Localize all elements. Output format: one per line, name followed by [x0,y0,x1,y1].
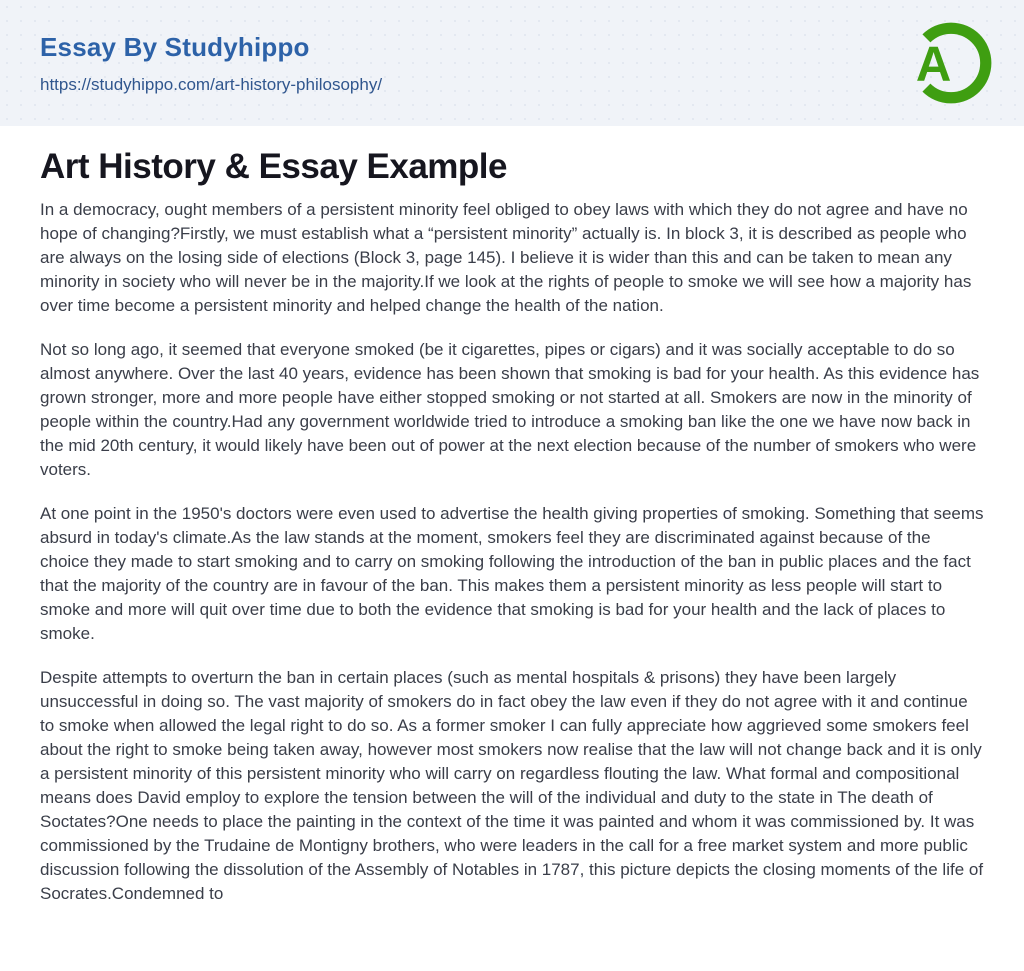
header-text-block [40,32,382,95]
page-header [0,0,1024,126]
essay-paragraph-1: In a democracy, ought members of a persistent minority feel obliged to obey laws with which they do not agree and have no hope of changing?Firstly, we must establish what a “persistent minority” actually is. In block 3, it is described as people who are always on the losing side of elections (Block 3, page 145). I believe it is wider than this and can be taken to mean any minority in society who will never be in the majority.If we look at the rights of people to smoke we will see how a majority has over time become a persistent minority and helped change the health of the nation. [40,200,972,315]
essay-url-link[interactable]: https://studyhippo.com/art-history-philosophy/ [40,74,383,94]
logo-letter: A [915,37,952,92]
essay-paragraph-4: Despite attempts to overturn the ban in certain places (such as mental hospitals & prisons) they have been largely unsuccessful in doing so. The vast majority of smokers do in fact obey the law even if they do not agree with it and continue to smoke when allowed the legal right to do so. As a former smoker I can fully appreciate how aggrieved some smokers feel about the right to smoke being taken away, however most smokers now realise that the law will not change back and it is only a persistent minority of this persistent minority who will carry on regardless flouting the law. What formal and compositional means does David employ to explore the tension between the will of the individual and duty to the state in The death of Soctates?One needs to place the painting in the context of the time it was painted and whom it was commissioned by. It was commissioned by the Trudaine de Montigny brothers, who were leaders in the call for a free market system and more public discussion following the dissolution of the Assembly of Notables in 1787, this picture depicts the closing moments of the life of Socrates.Condemned to [40,668,984,903]
essay-paragraph-2: Not so long ago, it seemed that everyone smoked (be it cigarettes, pipes or cigars) and it was socially acceptable to do so almost anywhere. Over the last 40 years, evidence has been shown that smoking is bad for your health. As this evidence has grown stronger, more and more people have either stopped smoking or not started at all. Smokers are now in the minority of people within the country.Had any government worldwide tried to introduce a smoking ban like the one we have now back in the mid 20th century, it would likely have been out of power at the next election because of the number of smokers who were voters. [40,340,980,479]
essay-paragraph-3: At one point in the 1950's doctors were even used to advertise the health giving properties of smoking. Something that seems absurd in today's climate.As the law stands at the moment, smokers feel they are discriminated against because of the choice they made to start smoking and to carry on smoking following the introduction of the ban in public places and the fact that the majority of the country are in favour of the ban. This makes them a persistent minority as less people will start to smoke and more will quit over time due to both the evidence that smoking is bad for your health and the lack of places to smoke. [40,504,984,643]
site-title: Essay By Studyhippo [40,31,310,62]
essay-content [0,126,1024,906]
studyhippo-logo-icon [906,18,996,108]
page-title: Art History & Essay Example [40,147,507,186]
